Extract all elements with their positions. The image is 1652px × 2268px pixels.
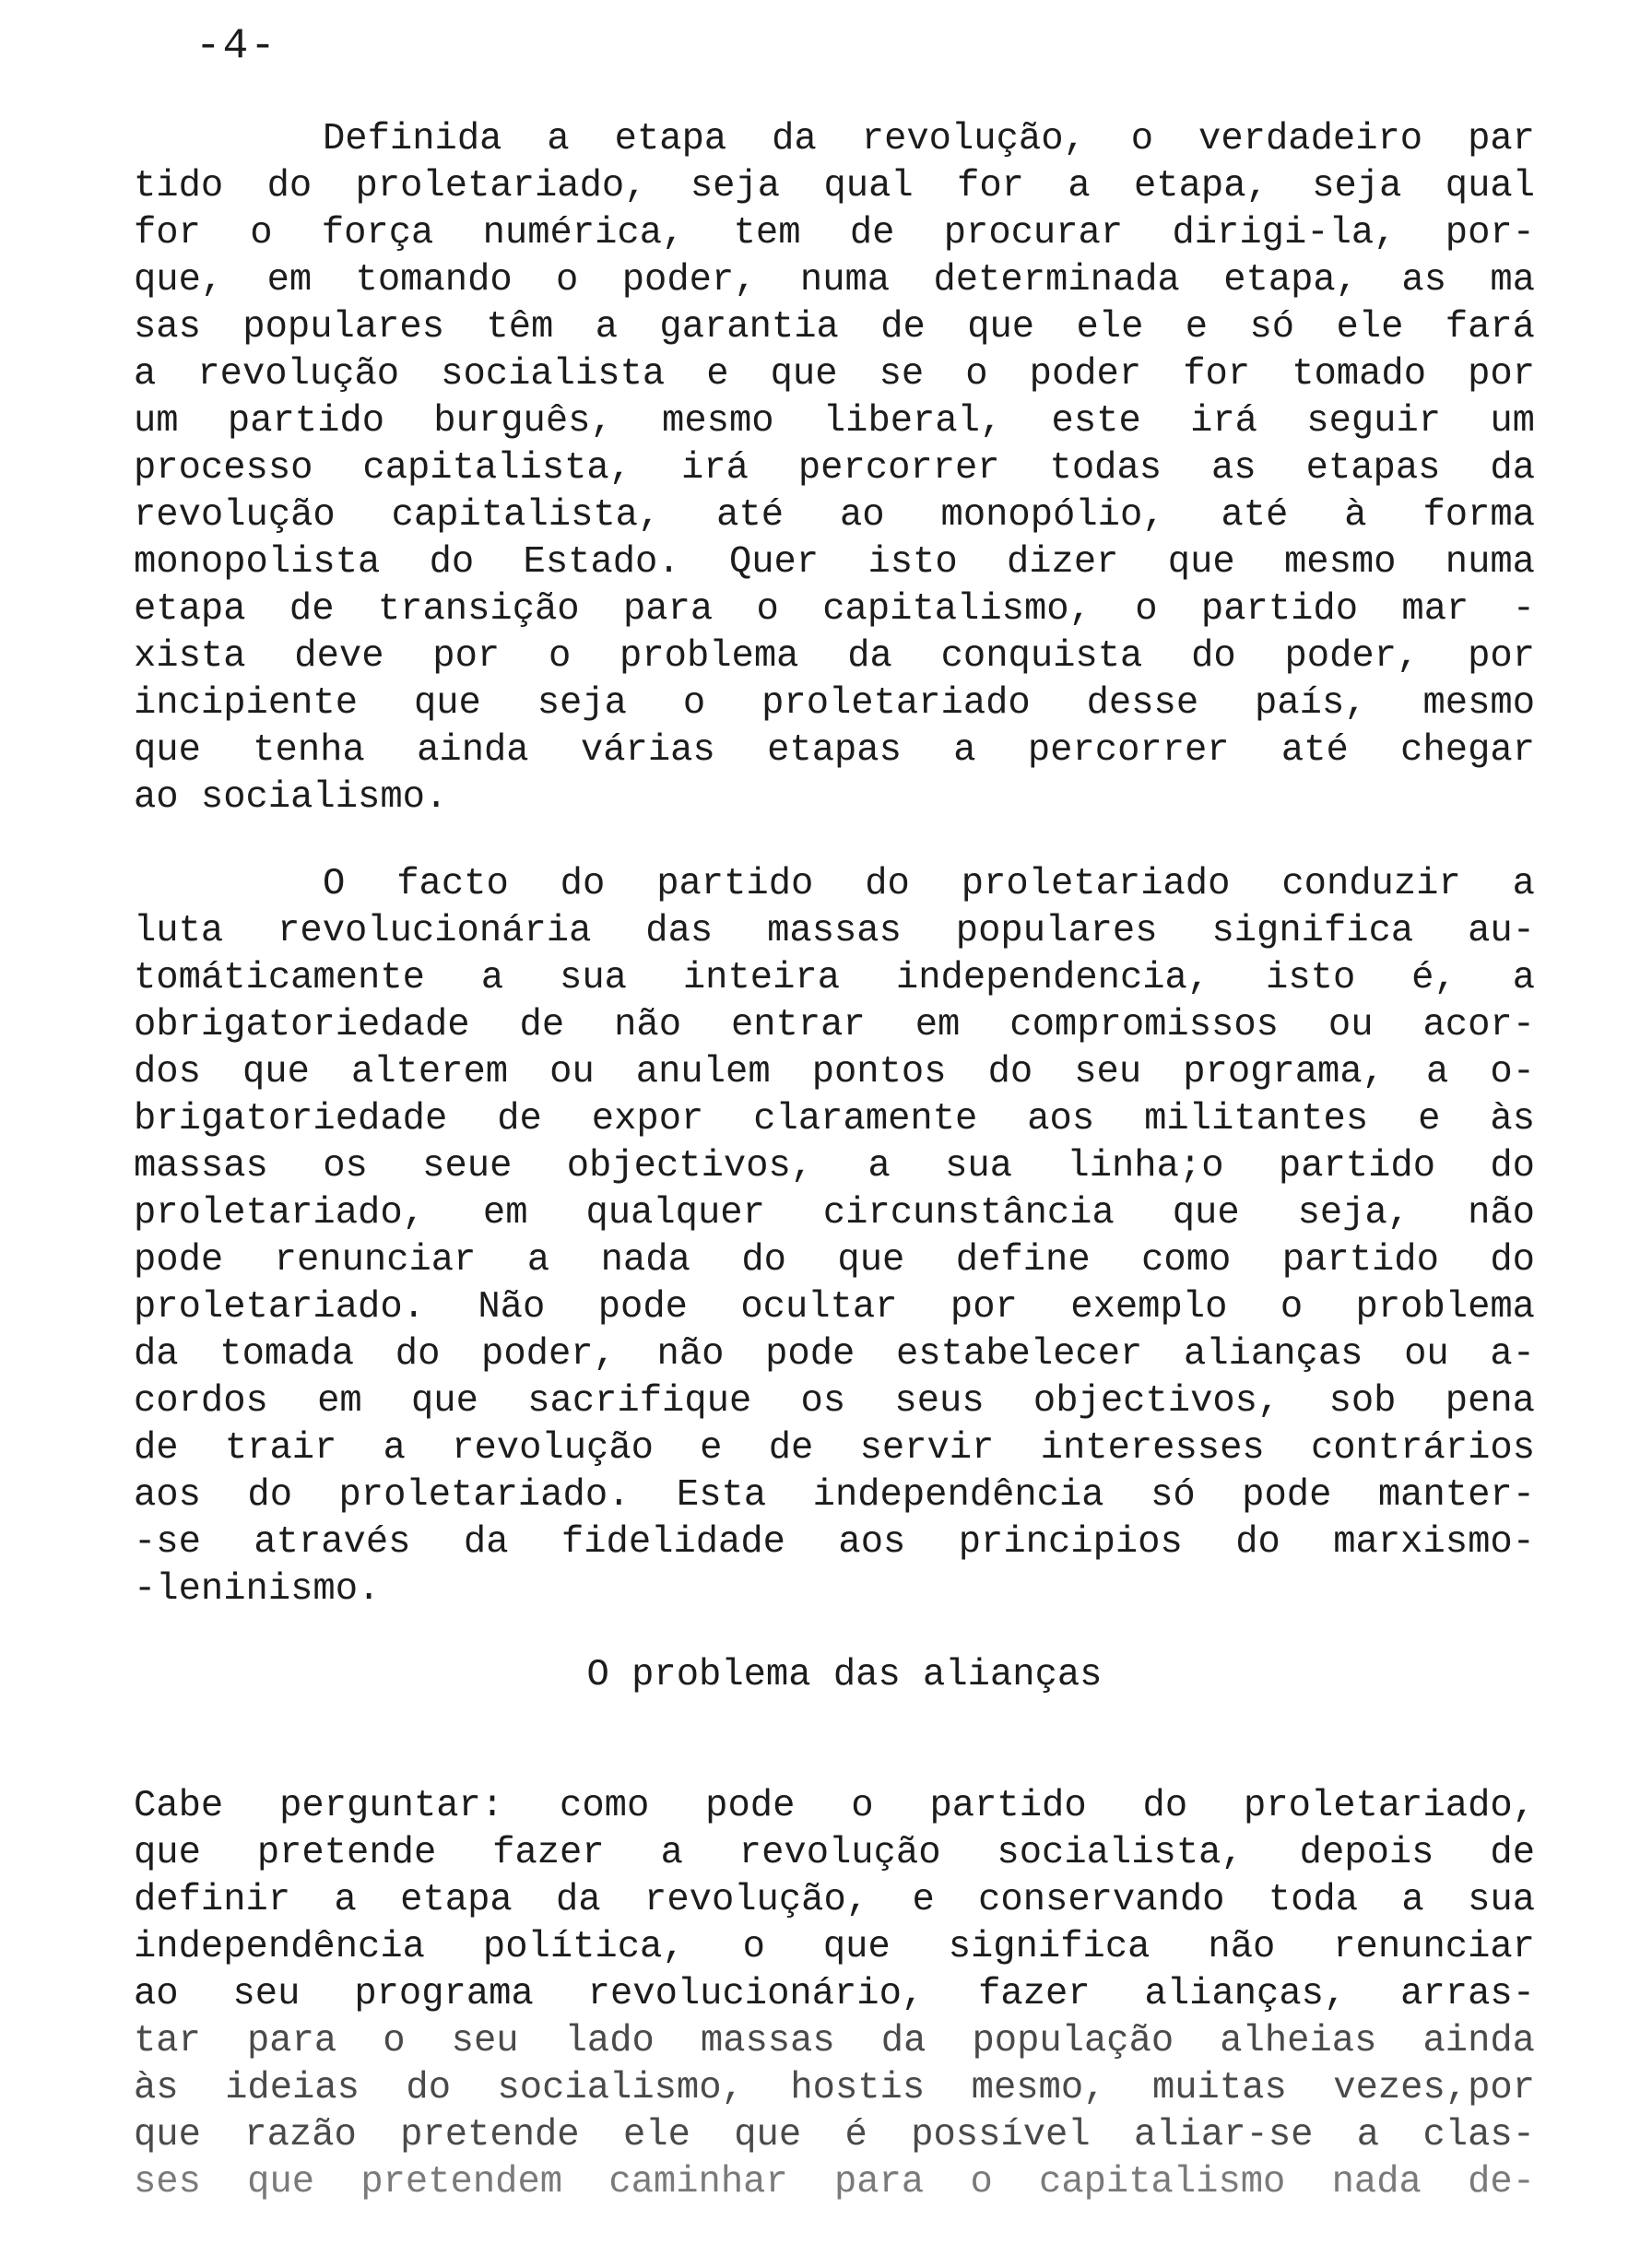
paragraph-line: etapa de transição para o capitalismo, o partido mar - — [134, 588, 1535, 631]
paragraph-line: aos do proletariado. Esta independência só pode manter- — [134, 1474, 1535, 1517]
section-heading: O problema das alianças — [586, 1654, 1103, 1696]
paragraph-line: tar para o seu lado massas da população alheias ainda — [134, 2020, 1535, 2062]
paragraph-line: da tomada do poder, não pode estabelecer alianças ou a- — [134, 1333, 1535, 1376]
paragraph-line: Definida a etapa da revolução, o verdadeiro par — [323, 118, 1535, 160]
paragraph-line: às ideias do socialismo, hostis mesmo, muitas vezes,por — [134, 2067, 1535, 2109]
paragraph-line: ao socialismo. — [134, 776, 448, 819]
paragraph-line: ses que pretendem caminhar para o capitalismo nada de- — [134, 2161, 1535, 2203]
paragraph-line: um partido burguês, mesmo liberal, este irá seguir um — [134, 400, 1535, 443]
paragraph-line: sas populares têm a garantia de que ele e só ele fará — [134, 306, 1535, 348]
paragraph-line: tomáticamente a sua inteira independencia, isto é, a — [134, 957, 1535, 999]
paragraph-etapa-revolucao — [134, 116, 1535, 821]
paragraph-line: cordos em que sacrifique os seus objectivos, sob pena — [134, 1380, 1535, 1423]
paragraph-independencia — [134, 861, 1535, 1613]
paragraph-line: for o força numérica, tem de procurar dirigi-la, por- — [134, 212, 1535, 254]
paragraph-line: de trair a revolução e de servir interesses contrários — [134, 1427, 1535, 1470]
paragraph-line: xista deve por o problema da conquista do poder, por — [134, 635, 1535, 678]
paragraph-line: pode renunciar a nada do que define como partido do — [134, 1239, 1535, 1282]
paragraph-line: massas os seue objectivos, a sua linha;o partido do — [134, 1145, 1535, 1187]
paragraph-line: a revolução socialista e que se o poder for tomado por — [134, 353, 1535, 396]
paragraph-line: que, em tomando o poder, numa determinada etapa, as ma — [134, 259, 1535, 301]
paragraph-line: proletariado, em qualquer circunstância que seja, não — [134, 1192, 1535, 1234]
paragraph-line: definir a etapa da revolução, e conservando toda a sua — [134, 1879, 1535, 1921]
paragraph-line: Cabe perguntar: como pode o partido do proletariado, — [134, 1785, 1535, 1827]
paragraph-line: processo capitalista, irá percorrer todas as etapas da — [134, 447, 1535, 490]
paragraph-line: revolução capitalista, até ao monopólio, até à forma — [134, 494, 1535, 537]
paragraph-line: obrigatoriedade de não entrar em compromissos ou acor- — [134, 1004, 1535, 1046]
page-number: -4- — [195, 22, 277, 70]
paragraph-line: -se através da fidelidade aos principios do marxismo- — [134, 1521, 1535, 1564]
paragraph-line: O facto do partido do proletariado conduzir a — [323, 863, 1535, 905]
paragraph-aliancas — [134, 1783, 1535, 2206]
paragraph-line: brigatoriedade de expor claramente aos militantes e às — [134, 1098, 1535, 1140]
paragraph-line: independência política, o que significa não renunciar — [134, 1926, 1535, 1968]
paragraph-line: -leninismo. — [134, 1568, 381, 1611]
paragraph-line: que pretende fazer a revolução socialista, depois de — [134, 1832, 1535, 1874]
paragraph-line: dos que alterem ou anulem pontos do seu programa, a o- — [134, 1051, 1535, 1093]
paragraph-line: proletariado. Não pode ocultar por exemplo o problema — [134, 1286, 1535, 1329]
paragraph-line: ao seu programa revolucionário, fazer alianças, arras- — [134, 1973, 1535, 2015]
paragraph-line: luta revolucionária das massas populares significa au- — [134, 910, 1535, 952]
paragraph-line: que razão pretende ele que é possível aliar-se a clas- — [134, 2114, 1535, 2156]
paragraph-line: monopolista do Estado. Quer isto dizer que mesmo numa — [134, 541, 1535, 584]
paragraph-line: tido do proletariado, seja qual for a etapa, seja qual — [134, 165, 1535, 207]
paragraph-line: incipiente que seja o proletariado desse país, mesmo — [134, 682, 1535, 725]
paragraph-line: que tenha ainda várias etapas a percorrer até chegar — [134, 729, 1535, 772]
